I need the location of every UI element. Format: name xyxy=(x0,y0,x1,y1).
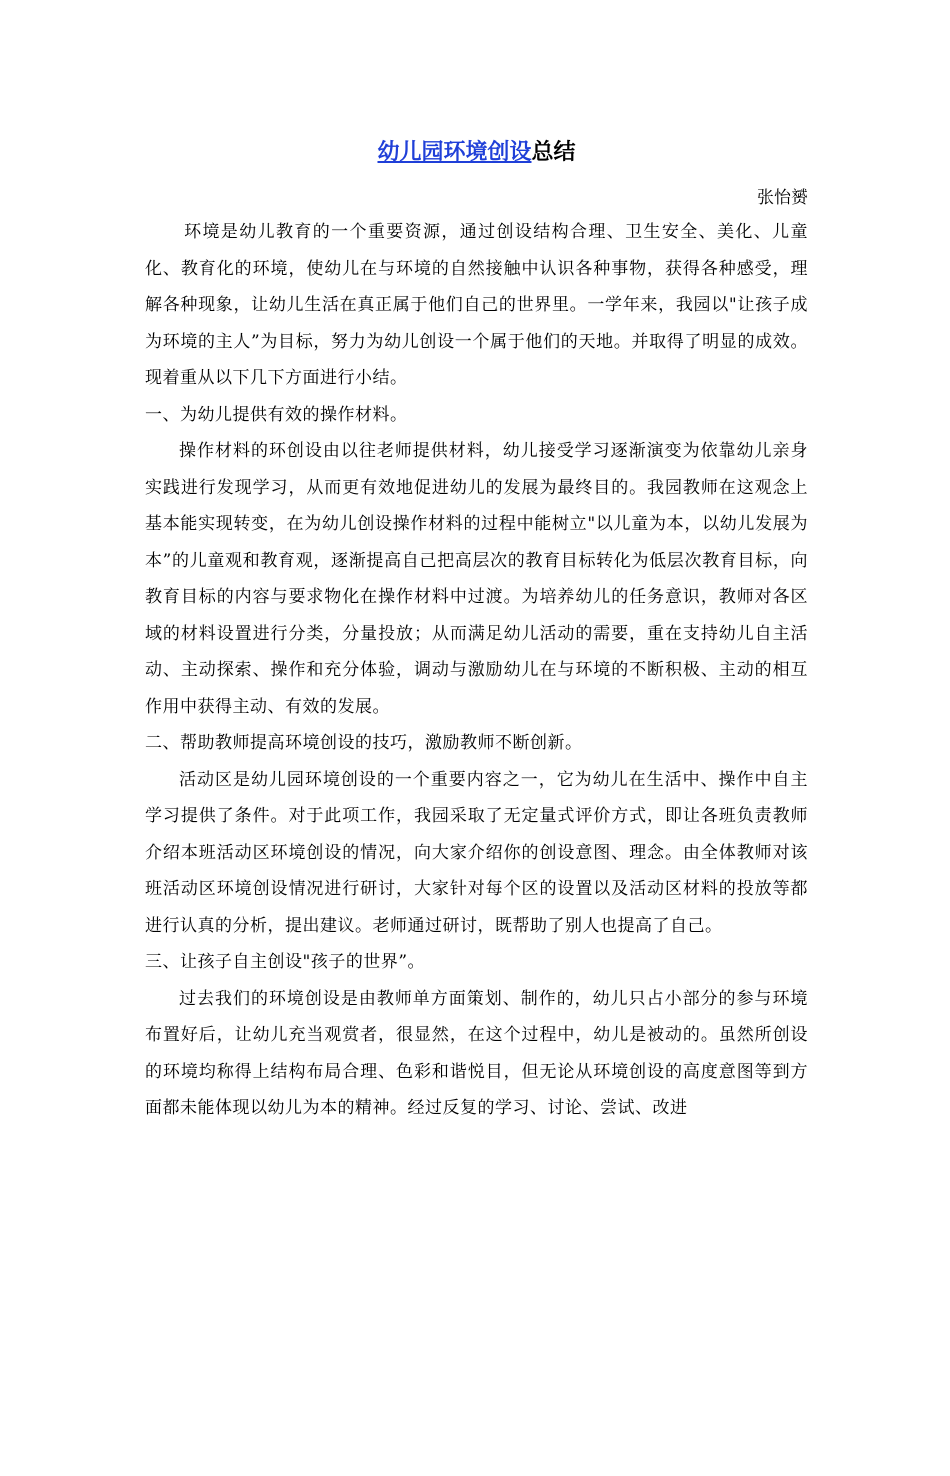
author-name: 张怡赟 xyxy=(757,188,808,208)
section-heading-1: 一、为幼儿提供有效的操作材料。 xyxy=(145,404,408,425)
document-title xyxy=(145,132,808,172)
document-body xyxy=(145,214,808,1127)
title-suffix: 总结 xyxy=(531,139,576,165)
section-paragraph-2: 活动区是幼儿园环境创设的一个重要内容之一，它为幼儿在生活中、操作中自主学习提供了条件。对于此项工作，我园采取了无定量式评价方式，即让各班负责教师介绍本班活动区环境创设的情况，向大家介绍你的创设意图、理念。由全体教师对该班活动区环境创设情况进行研讨，大家针对每个区的设置以及活动区材料的投放等都进行认真的分析，提出建议。老师通过研讨，既帮助了别人也提高了自己。 xyxy=(145,769,808,936)
intro-paragraph: 环境是幼儿教育的一个重要资源，通过创设结构合理、卫生安全、美化、儿童化、教育化的环境，使幼儿在与环境的自然接触中认识各种事物，获得各种感受，理解各种现象，让幼儿生活在真正属于他们自己的世界里。一学年来，我园以"让孩子成为环境的主人”为目标，努力为幼儿创设一个属于他们的天地。并取得了明显的成效。现着重从以下几下方面进行小结。 xyxy=(145,222,808,388)
section-paragraph-3: 过去我们的环境创设是由教师单方面策划、制作的，幼儿只占小部分的参与环境布置好后，让幼儿充当观赏者，很显然，在这个过程中，幼儿是被动的。虽然所创设的环境均称得上结构布局合理、色彩和谐悦目，但无论从环境创设的高度意图等到方面都未能体现以幼儿为本的精神。经过反复的学习、讨论、尝试、改进 xyxy=(145,988,808,1118)
section-heading-3: 三、让孩子自主创设"孩子的世界”。 xyxy=(145,952,426,972)
section-paragraph-1: 操作材料的环创设由以往老师提供材料，幼儿接受学习逐渐演变为依靠幼儿亲身实践进行发现学习，从而更有效地促进幼儿的发展为最终目的。我园教师在这观念上基本能实现转变，在为幼儿创设操作材料的过程中能树立"以儿童为本，以幼儿发展为本”的儿童观和教育观，逐渐提高自己把高层次的教育目标转化为低层次教育目标，向教育目标的内容与要求物化在操作材料中过渡。为培养幼儿的任务意识，教师对各区域的材料设置进行分类，分量投放；从而满足幼儿活动的需要，重在支持幼儿自主活动、主动探索、操作和充分体验，调动与激励幼儿在与环境的不断积极、主动的相互作用中获得主动、有效的发展。 xyxy=(145,441,808,717)
document-page xyxy=(0,132,950,1476)
title-link[interactable]: 幼儿园环境创设 xyxy=(377,139,532,165)
section-heading-2: 二、帮助教师提高环境创设的技巧，激励教师不断创新。 xyxy=(145,733,583,753)
